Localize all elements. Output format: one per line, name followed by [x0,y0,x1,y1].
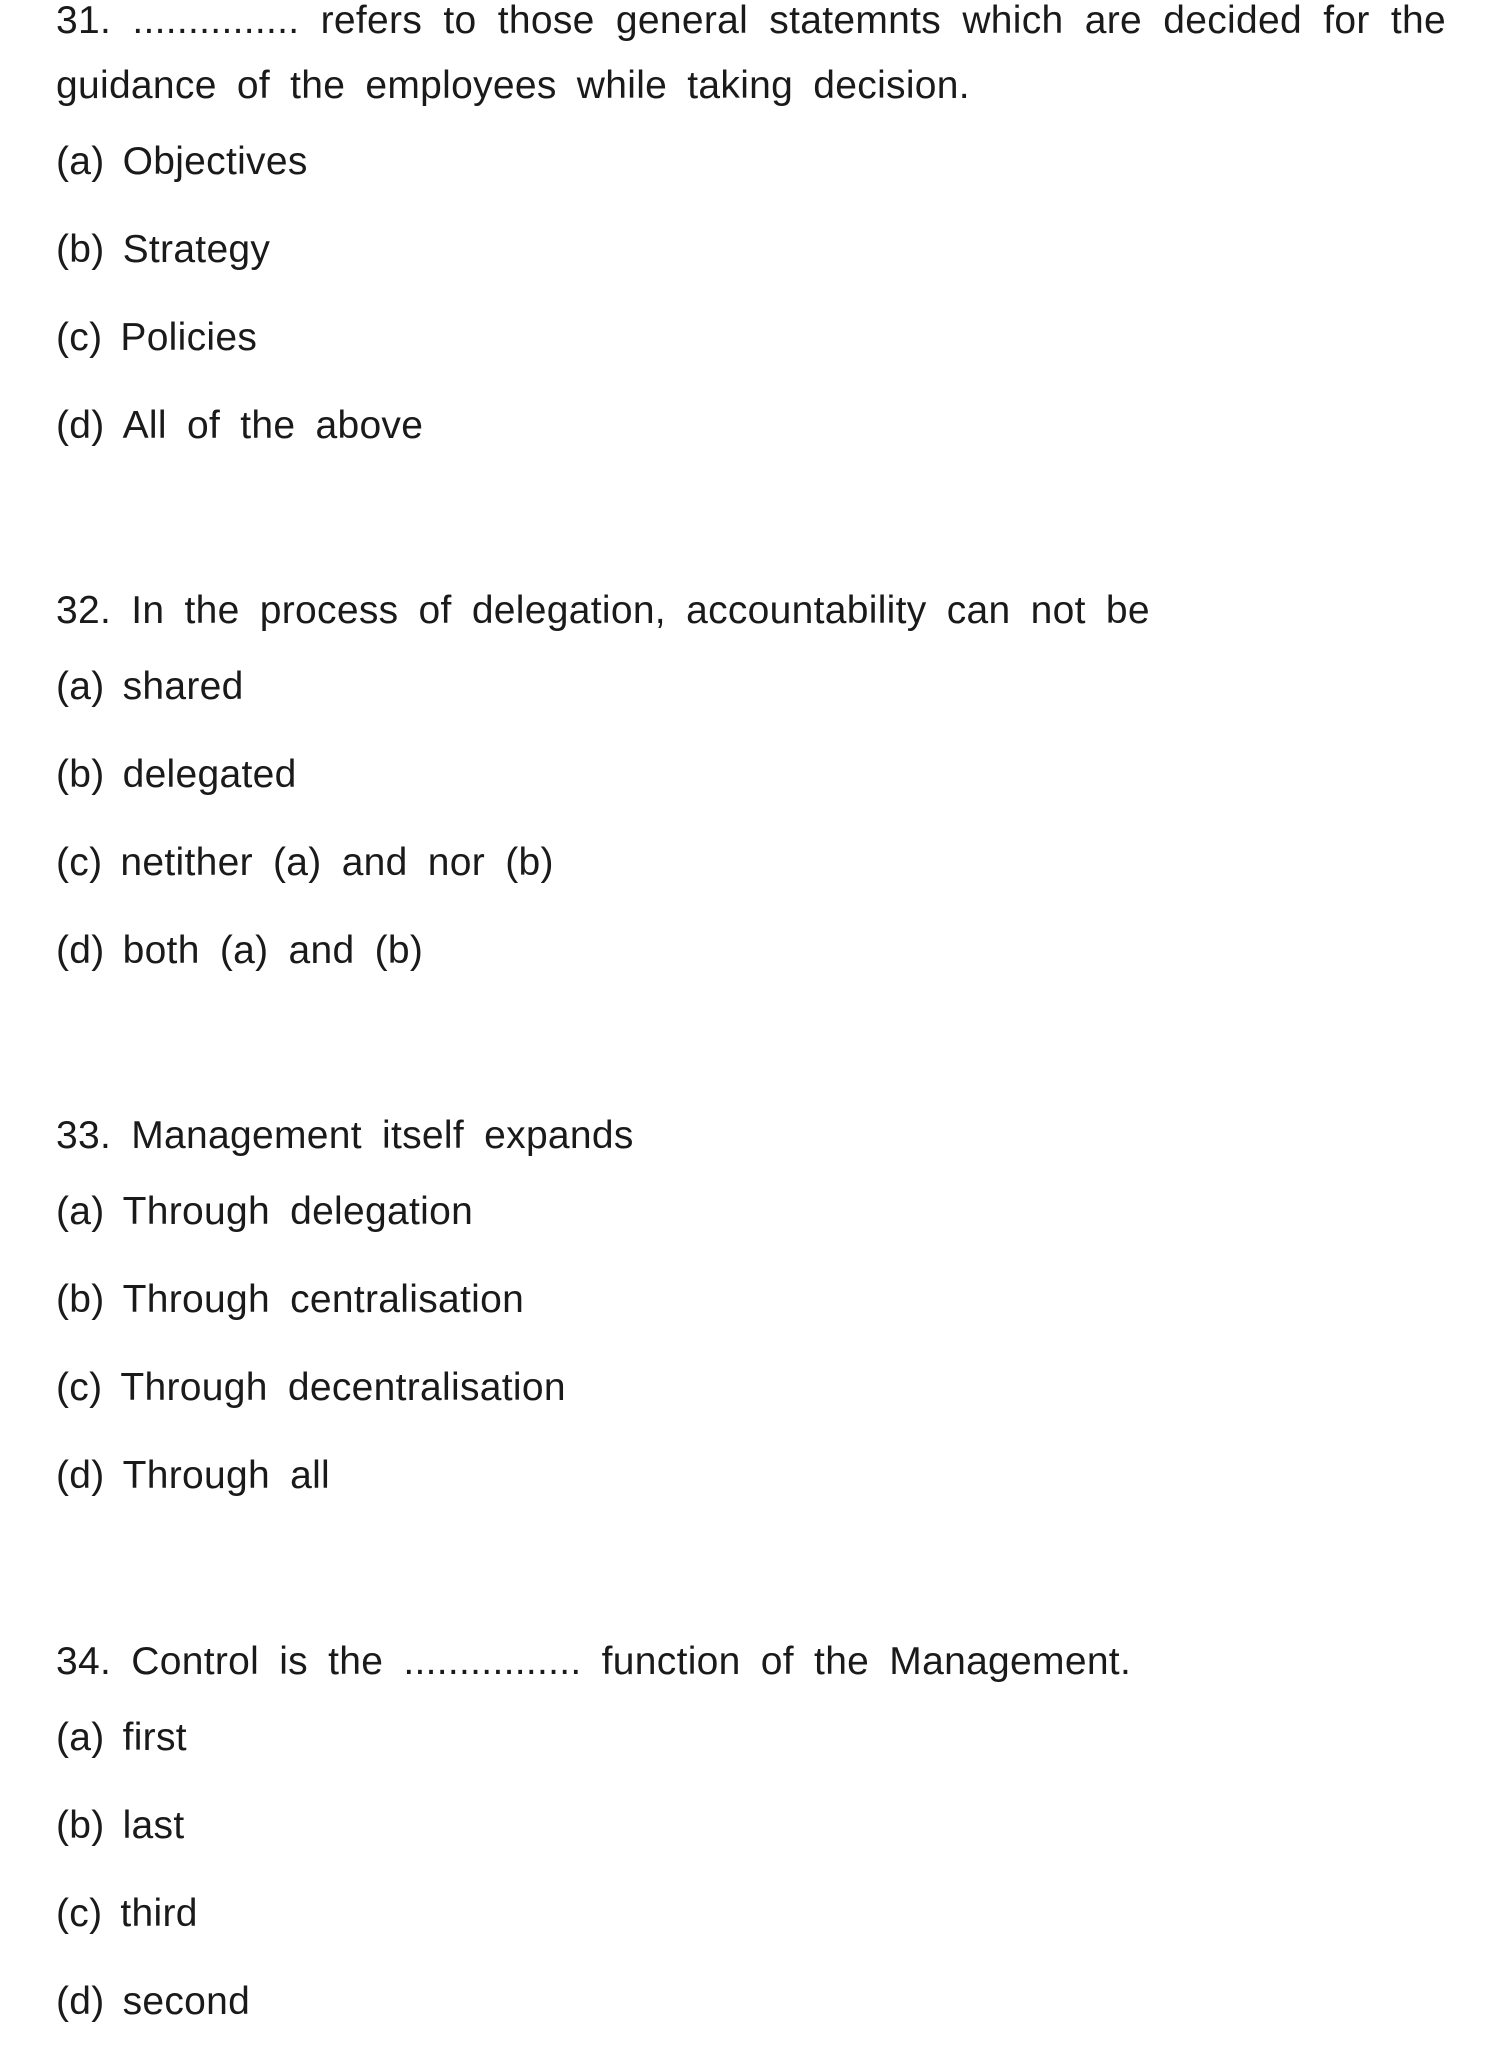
option-c [56,1344,1446,1432]
option-text: Policies [120,316,258,359]
options-list [56,1694,1446,2046]
question-text: 34. Control is the ................ function of the Management. [56,1640,1132,1683]
option-letter: (c) [56,316,103,359]
option-text: third [120,1892,198,1935]
option-letter: (c) [56,841,103,884]
option-text: All of the above [122,404,424,447]
option-letter: (d) [56,929,105,972]
option-letter: (b) [56,753,105,796]
question-33 [56,1103,1446,1520]
question-32 [56,578,1446,995]
option-c [56,819,1446,907]
option-letter: (d) [56,404,105,447]
option-a [56,1694,1446,1782]
option-d [56,1958,1446,2046]
option-a [56,643,1446,731]
question-34 [56,1629,1446,2046]
option-text: Through delegation [122,1190,474,1233]
options-list [56,643,1446,995]
question-text: 33. Management itself expands [56,1114,634,1157]
option-text: Through decentralisation [120,1366,566,1409]
question-text: 31. ............... refers to those general statemnts which are decided for the guidance of the employees while taking decision. [56,0,1446,107]
option-letter: (c) [56,1892,103,1935]
option-d [56,382,1446,470]
option-c [56,294,1446,382]
option-text: Through all [122,1454,330,1497]
option-text: Strategy [122,228,271,271]
option-letter: (d) [56,1980,105,2023]
option-letter: (b) [56,1278,105,1321]
option-text: second [122,1980,251,2023]
option-text: delegated [122,753,297,796]
option-text: both (a) and (b) [122,929,424,972]
options-list [56,118,1446,470]
options-list [56,1168,1446,1520]
question-text: 32. In the process of delegation, accountability can not be [56,589,1150,632]
option-letter: (c) [56,1366,103,1409]
question-31 [56,0,1446,470]
option-text: first [122,1716,187,1759]
option-b [56,1256,1446,1344]
option-letter: (a) [56,1716,105,1759]
option-d [56,907,1446,995]
option-letter: (a) [56,665,105,708]
option-text: Objectives [122,140,308,183]
option-b [56,1782,1446,1870]
option-letter: (a) [56,1190,105,1233]
option-a [56,118,1446,206]
option-b [56,731,1446,819]
option-a [56,1168,1446,1256]
option-text: last [122,1804,185,1847]
option-letter: (b) [56,1804,105,1847]
option-text: netither (a) and nor (b) [120,841,554,884]
option-d [56,1432,1446,1520]
option-text: Through centralisation [122,1278,525,1321]
option-b [56,206,1446,294]
option-letter: (b) [56,228,105,271]
option-c [56,1870,1446,1958]
option-letter: (d) [56,1454,105,1497]
option-letter: (a) [56,140,105,183]
option-text: shared [122,665,244,708]
